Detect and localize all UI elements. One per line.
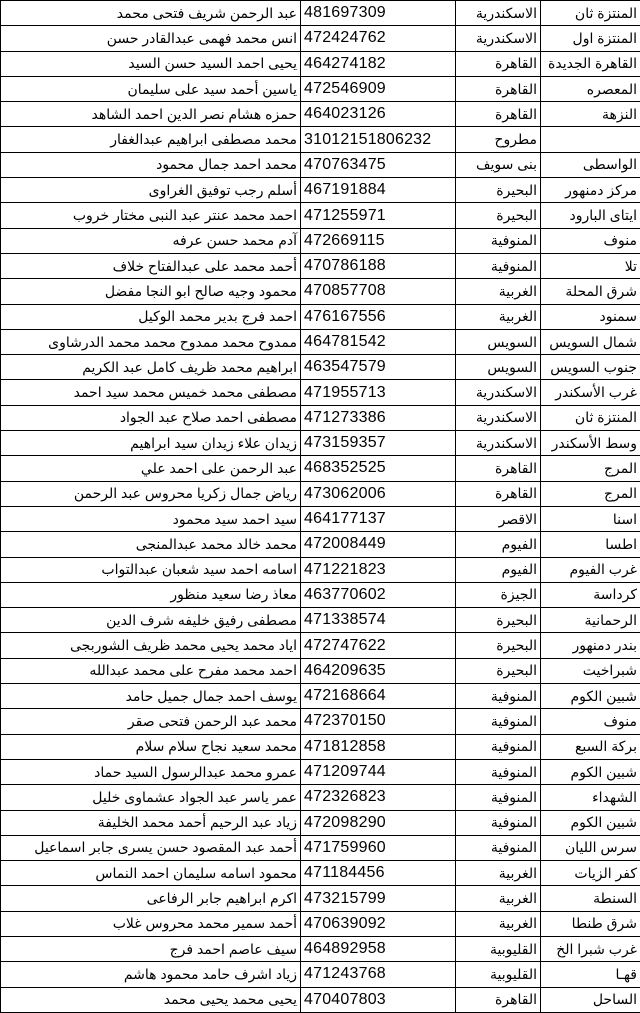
student-name-cell: ابراهيم محمد ظريف كامل عبد الكريم <box>1 355 301 380</box>
district-cell: منوف <box>541 228 640 253</box>
table-row <box>1 785 640 810</box>
governorate-cell: القاهرة <box>456 102 541 127</box>
governorate-cell: المنوفية <box>456 228 541 253</box>
code-number-cell: 481697309 <box>301 1 456 26</box>
governorate-cell: السويس <box>456 355 541 380</box>
code-number-cell: 471243768 <box>301 962 456 987</box>
governorate-cell: مطروح <box>456 127 541 152</box>
table-row <box>1 810 640 835</box>
governorate-cell: القاهرة <box>456 76 541 101</box>
district-cell: القاهرة الجديدة <box>541 51 640 76</box>
table-row <box>1 582 640 607</box>
table-row <box>1 759 640 784</box>
student-name-cell: أحمد عبد المقصود حسن يسرى جابر اسماعيل <box>1 835 301 860</box>
table-row <box>1 127 640 152</box>
district-cell: شبراخيت <box>541 658 640 683</box>
district-cell: المنتزة ثان <box>541 1 640 26</box>
district-cell: شرق طنطا <box>541 911 640 936</box>
district-cell: منوف <box>541 709 640 734</box>
table-row <box>1 835 640 860</box>
table-row <box>1 431 640 456</box>
student-name-cell: احمد فرج بدير محمد الوكيل <box>1 304 301 329</box>
governorate-cell: الاسكندرية <box>456 431 541 456</box>
governorate-cell: القليوبية <box>456 936 541 961</box>
table-row <box>1 608 640 633</box>
table-row <box>1 228 640 253</box>
student-name-cell: سيف عاصم احمد فرج <box>1 936 301 961</box>
code-number-cell: 470639092 <box>301 911 456 936</box>
code-number-cell: 467191884 <box>301 178 456 203</box>
table-row <box>1 658 640 683</box>
governorate-cell: البحيرة <box>456 608 541 633</box>
code-number-cell: 472168664 <box>301 684 456 709</box>
table-row <box>1 987 640 1012</box>
student-name-cell: أحمد سمير محمد محروس غلاب <box>1 911 301 936</box>
district-cell: شمال السويس <box>541 329 640 354</box>
student-name-cell: زياد عبد الرحيم أحمد محمد الخليفة <box>1 810 301 835</box>
district-cell: بركة السبع <box>541 734 640 759</box>
student-name-cell: محمد مصطفى ابراهيم عبدالغفار <box>1 127 301 152</box>
governorate-cell: البحيرة <box>456 203 541 228</box>
district-cell: كرداسة <box>541 582 640 607</box>
code-number-cell: 471812858 <box>301 734 456 759</box>
governorate-cell: الغربية <box>456 911 541 936</box>
governorate-cell: القاهرة <box>456 51 541 76</box>
district-cell: قهـا <box>541 962 640 987</box>
governorate-cell: القاهرة <box>456 481 541 506</box>
table-row <box>1 684 640 709</box>
district-cell: المعصره <box>541 76 640 101</box>
governorate-cell: السويس <box>456 329 541 354</box>
table-row <box>1 633 640 658</box>
code-number-cell: 472008449 <box>301 532 456 557</box>
code-number-cell: 471221823 <box>301 557 456 582</box>
table-row <box>1 1 640 26</box>
code-number-cell: 464892958 <box>301 936 456 961</box>
student-name-cell: يحيى محمد يحيى محمد <box>1 987 301 1012</box>
student-name-cell: احمد محمد مفرح على محمد عبدالله <box>1 658 301 683</box>
district-cell: غرب شبرا الخ <box>541 936 640 961</box>
governorate-cell: الغربية <box>456 886 541 911</box>
table-body <box>1 1 640 1013</box>
student-name-cell: اياد محمد يحيى محمد ظريف الشوربجى <box>1 633 301 658</box>
code-number-cell: 471338574 <box>301 608 456 633</box>
district-cell: النزهة <box>541 102 640 127</box>
code-number-cell: 471255971 <box>301 203 456 228</box>
governorate-cell: القاهرة <box>456 456 541 481</box>
table-row <box>1 557 640 582</box>
table-row <box>1 203 640 228</box>
governorate-cell: الاسكندرية <box>456 26 541 51</box>
student-name-cell: عمر ياسر عبد الجواد عشماوى خليل <box>1 785 301 810</box>
student-name-cell: عمرو محمد عبدالرسول السيد حماد <box>1 759 301 784</box>
governorate-cell: البحيرة <box>456 178 541 203</box>
code-number-cell: 463770602 <box>301 582 456 607</box>
district-cell: كفر الزيات <box>541 861 640 886</box>
table-row <box>1 506 640 531</box>
district-cell: الشهداء <box>541 785 640 810</box>
student-name-cell: أسلم رجب توفيق الغراوى <box>1 178 301 203</box>
governorate-cell: الفيوم <box>456 557 541 582</box>
student-name-cell: محمد احمد جمال محمود <box>1 152 301 177</box>
governorate-cell: القاهرة <box>456 987 541 1012</box>
governorate-cell: الاسكندرية <box>456 405 541 430</box>
governorate-cell: الغربية <box>456 304 541 329</box>
district-cell: مركز دمنهور <box>541 178 640 203</box>
district-cell: تلا <box>541 253 640 278</box>
student-name-cell: سيد احمد سيد محمود <box>1 506 301 531</box>
governorate-cell: الفيوم <box>456 532 541 557</box>
governorate-cell: الغربية <box>456 861 541 886</box>
district-cell: اسنا <box>541 506 640 531</box>
table-row <box>1 152 640 177</box>
governorate-cell: الاسكندرية <box>456 1 541 26</box>
table-row <box>1 734 640 759</box>
table-row <box>1 279 640 304</box>
student-name-cell: زياد اشرف حامد محمود هاشم <box>1 962 301 987</box>
student-name-cell: عبد الرحمن شريف فتحى محمد <box>1 1 301 26</box>
governorate-cell: البحيرة <box>456 633 541 658</box>
code-number-cell: 464274182 <box>301 51 456 76</box>
district-cell: سرس الليان <box>541 835 640 860</box>
code-number-cell: 472098290 <box>301 810 456 835</box>
district-cell: الواسطى <box>541 152 640 177</box>
table-row <box>1 304 640 329</box>
table-row <box>1 178 640 203</box>
code-number-cell: 471955713 <box>301 380 456 405</box>
code-number-cell: 471209744 <box>301 759 456 784</box>
student-name-cell: حمزه هشام نصر الدين احمد الشاهد <box>1 102 301 127</box>
student-name-cell: يوسف احمد جمال جميل حامد <box>1 684 301 709</box>
table-row <box>1 456 640 481</box>
code-number-cell: 472326823 <box>301 785 456 810</box>
governorate-cell: الاسكندرية <box>456 380 541 405</box>
governorate-cell: بنى سويف <box>456 152 541 177</box>
code-number-cell: 470763475 <box>301 152 456 177</box>
student-name-cell: مصطفى احمد صلاح عبد الجواد <box>1 405 301 430</box>
governorate-cell: المنوفية <box>456 684 541 709</box>
student-name-cell: ممدوح محمد ممدوح محمد محمد الدرشاوى <box>1 329 301 354</box>
district-cell: شبين الكوم <box>541 810 640 835</box>
code-number-cell: 464781542 <box>301 329 456 354</box>
code-number-cell: 470407803 <box>301 987 456 1012</box>
student-name-cell: محمود اسامه سليمان احمد النماس <box>1 861 301 886</box>
code-number-cell: 472546909 <box>301 76 456 101</box>
code-number-cell: 472747622 <box>301 633 456 658</box>
student-name-cell: مصطفى محمد خميس محمد سيد احمد <box>1 380 301 405</box>
district-cell: ايتاى البارود <box>541 203 640 228</box>
district-cell: بندر دمنهور <box>541 633 640 658</box>
code-number-cell: 471759960 <box>301 835 456 860</box>
table-row <box>1 861 640 886</box>
governorate-cell: القليوبية <box>456 962 541 987</box>
district-cell: المنتزة ثان <box>541 405 640 430</box>
district-cell: المنتزة اول <box>541 26 640 51</box>
code-number-cell: 472370150 <box>301 709 456 734</box>
code-number-cell: 473062006 <box>301 481 456 506</box>
student-name-cell: أحمد محمد على عبدالفتاح خلاف <box>1 253 301 278</box>
governorate-cell: المنوفية <box>456 734 541 759</box>
governorate-cell: الجيزة <box>456 582 541 607</box>
student-name-cell: عبد الرحمن على احمد علي <box>1 456 301 481</box>
table-row <box>1 51 640 76</box>
table-row <box>1 962 640 987</box>
district-cell: المرج <box>541 481 640 506</box>
table-row <box>1 709 640 734</box>
code-number-cell: 473159357 <box>301 431 456 456</box>
governorate-cell: الغربية <box>456 279 541 304</box>
table-row <box>1 405 640 430</box>
code-number-cell: 464023126 <box>301 102 456 127</box>
code-number-cell: 463547579 <box>301 355 456 380</box>
student-name-cell: رياض جمال زكريا محروس عبد الرحمن <box>1 481 301 506</box>
district-cell: شبين الكوم <box>541 684 640 709</box>
code-number-cell: 471273386 <box>301 405 456 430</box>
district-cell: شبين الكوم <box>541 759 640 784</box>
student-name-cell: محمد خالد محمد عبدالمنجى <box>1 532 301 557</box>
governorate-cell: المنوفية <box>456 253 541 278</box>
student-name-cell: محمد عبد الرحمن فتحى صقر <box>1 709 301 734</box>
district-cell: السنطة <box>541 886 640 911</box>
table-row <box>1 355 640 380</box>
table-row <box>1 936 640 961</box>
table-row <box>1 102 640 127</box>
table-row <box>1 481 640 506</box>
student-name-cell: ياسين أحمد سيد على سليمان <box>1 76 301 101</box>
district-cell: غرب الفيوم <box>541 557 640 582</box>
student-name-cell: يحيى احمد السيد حسن السيد <box>1 51 301 76</box>
governorate-cell: الاقصر <box>456 506 541 531</box>
student-name-cell: مصطفى رفيق خليفه شرف الدين <box>1 608 301 633</box>
code-number-cell: 473215799 <box>301 886 456 911</box>
governorate-cell: المنوفية <box>456 709 541 734</box>
code-number-cell: 464209635 <box>301 658 456 683</box>
table-row <box>1 380 640 405</box>
table-row <box>1 911 640 936</box>
district-cell: سمنود <box>541 304 640 329</box>
code-number-cell: 472669115 <box>301 228 456 253</box>
district-cell: المرج <box>541 456 640 481</box>
student-name-cell: محمد سعيد نجاح سلام سلام <box>1 734 301 759</box>
table-row <box>1 26 640 51</box>
district-cell: الساحل <box>541 987 640 1012</box>
district-cell: الرحمانية <box>541 608 640 633</box>
code-number-cell: 472424762 <box>301 26 456 51</box>
governorate-cell: المنوفية <box>456 759 541 784</box>
student-name-cell: اسامه احمد سيد شعبان عبدالتواب <box>1 557 301 582</box>
code-number-cell: 471184456 <box>301 861 456 886</box>
student-name-cell: احمد محمد عنتر عبد النبى مختار خروب <box>1 203 301 228</box>
student-name-cell: زيدان علاء زيدان سيد ابراهيم <box>1 431 301 456</box>
table-row <box>1 532 640 557</box>
table-row <box>1 76 640 101</box>
table-row <box>1 253 640 278</box>
district-cell: غرب الأسكندر <box>541 380 640 405</box>
code-number-cell: 476167556 <box>301 304 456 329</box>
table-row <box>1 886 640 911</box>
code-number-cell: 470786188 <box>301 253 456 278</box>
district-cell <box>541 127 640 152</box>
student-name-cell: معاذ رضا سعيد منظور <box>1 582 301 607</box>
governorate-cell: البحيرة <box>456 658 541 683</box>
student-name-cell: محمود وجيه صالح ابو النجا مفضل <box>1 279 301 304</box>
governorate-cell: المنوفية <box>456 810 541 835</box>
district-cell: وسط الأسكندر <box>541 431 640 456</box>
governorate-cell: المنوفية <box>456 835 541 860</box>
table-row <box>1 329 640 354</box>
code-number-cell: 464177137 <box>301 506 456 531</box>
student-name-cell: اكرم ابراهيم جابر الرفاعى <box>1 886 301 911</box>
code-number-cell: 31012151806232 <box>301 127 456 152</box>
student-name-cell: آدم محمد حسن عرفه <box>1 228 301 253</box>
code-number-cell: 468352525 <box>301 456 456 481</box>
student-name-cell: انس محمد فهمى عبدالقادر حسن <box>1 26 301 51</box>
district-cell: اطسا <box>541 532 640 557</box>
code-number-cell: 470857708 <box>301 279 456 304</box>
district-cell: شرق المحلة <box>541 279 640 304</box>
governorate-cell: المنوفية <box>456 785 541 810</box>
district-cell: جنوب السويس <box>541 355 640 380</box>
